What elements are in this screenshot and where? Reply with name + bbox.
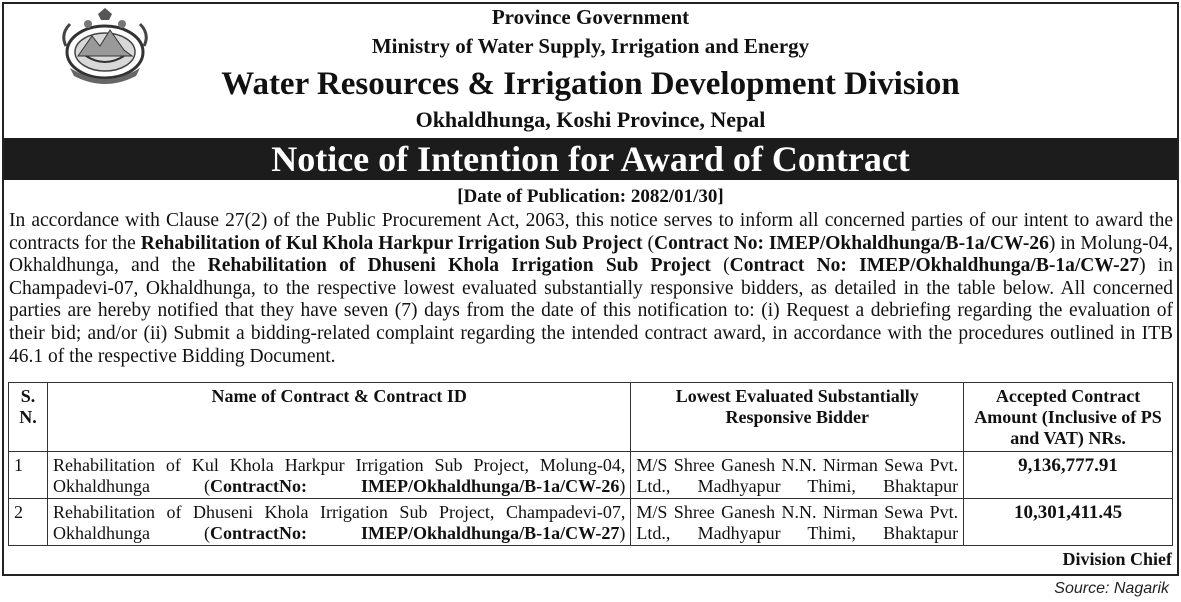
table-row [9, 452, 1173, 499]
source-credit: Source: Nagarik [1054, 580, 1169, 597]
province-government: Province Government [491, 5, 690, 29]
row-amount: 9,136,777.91 [964, 452, 1173, 499]
division-location: Okhaldhunga, Koshi Province, Nepal [415, 107, 766, 132]
award-table [8, 382, 1173, 546]
notice-title: Notice of Intention for Award of Contract [4, 138, 1177, 180]
row-sn: 2 [9, 499, 48, 546]
table-header-row [9, 383, 1173, 452]
row-sn: 1 [9, 452, 48, 499]
publication-date: [Date of Publication: 2082/01/30] [457, 186, 724, 207]
row-bidder: M/S Shree Ganesh N.N. Nirman Sewa Pvt. Ltd., Madhyapur Thimi, Bhaktapur [631, 499, 964, 546]
notice-body: In accordance with Clause 27(2) of the Public Procurement Act, 2063, this notice serves to inform all concerned parties of our intent to award the contracts for the Rehabilitation of Kul Khola Harkpur Irrigation Sub Project (Contract No: IMEP/Okhaldhunga/B-1a/CW-26) in Molung-04, Okhaldhunga, and the Rehabilitation of Dhuseni Khola Irrigation Sub Project (Contract No: IMEP/Okhaldhunga/B-1a/CW-27) in Champadevi-07, Okhaldhunga, to the respective lowest evaluated substantially responsive bidders, as detailed in the table below. All concerned parties are hereby notified that they have seven (7) days from the date of this notification to: (i) Request a debriefing regarding the evaluation of their bid; and/or (ii) Submit a bidding-related complaint regarding the intended contract award, in accordance with the procedures outlined in ITB 46.1 of the respective Bidding Document. [9, 210, 1173, 367]
row-contract-name: Rehabilitation of Dhuseni Khola Irrigation Sub Project, Champadevi-07, Okhaldhunga (ContractNo: IMEP/Okhaldhunga/B-1a/CW-27) [47, 499, 630, 546]
row-bidder: M/S Shree Ganesh N.N. Nirman Sewa Pvt. Ltd., Madhyapur Thimi, Bhaktapur [631, 452, 964, 499]
ministry-name: Ministry of Water Supply, Irrigation and Energy [371, 34, 810, 58]
signatory: Division Chief [1062, 549, 1172, 569]
row-contract-name: Rehabilitation of Kul Khola Harkpur Irrigation Sub Project, Molung-04, Okhaldhunga (ContractNo: IMEP/Okhaldhunga/B-1a/CW-26) [47, 452, 630, 499]
header-sn: S. N. [9, 383, 48, 452]
row-amount: 10,301,411.45 [964, 499, 1173, 546]
header-bidder: Lowest Evaluated Substantially Responsive Bidder [631, 383, 964, 452]
table-row [9, 499, 1173, 546]
header-contract-name: Name of Contract & Contract ID [47, 383, 630, 452]
division-name: Water Resources & Irrigation Development Division [221, 66, 960, 102]
header-amount: Accepted Contract Amount (Inclusive of PS and VAT) NRs. [964, 383, 1173, 452]
